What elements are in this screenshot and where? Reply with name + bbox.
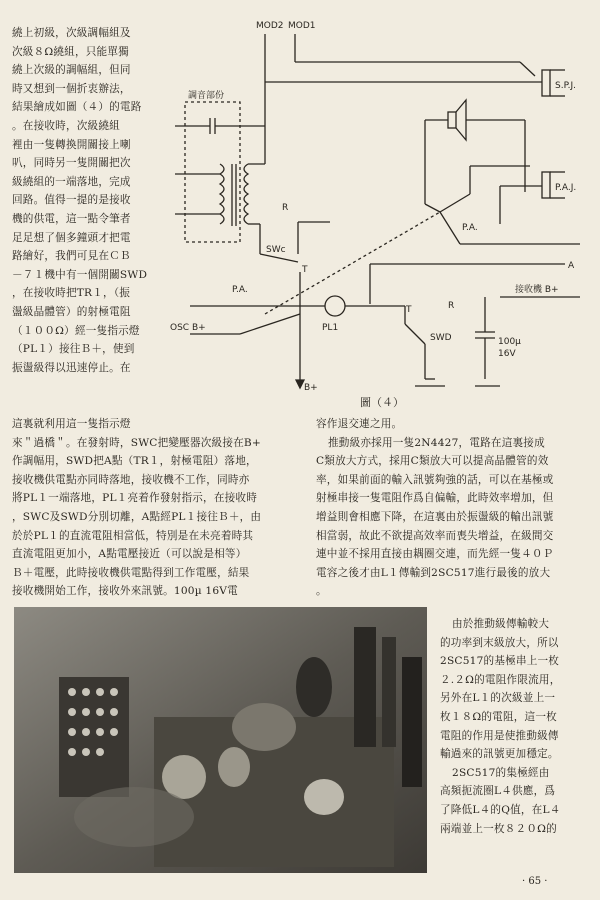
text-line: 電容之後才由L１傳輸到2SC517進行最後的放大: [316, 566, 551, 579]
text-line: 率，如果前面的輸入訊號夠強的話，可以在基極或: [316, 473, 554, 486]
paj-label: P.A.J.: [555, 183, 577, 193]
text-line: 盪級晶體管）的射極電阻: [12, 305, 131, 318]
text-line: 直流電阻更加小，A點電壓接近（可以說是相等）: [12, 548, 247, 561]
text-line: 振盪級得以迅速停止。在: [12, 361, 131, 374]
text-line: 繞上次級的調幅組，但同: [12, 64, 131, 77]
text-line: 射極串接一隻電阻作爲自偏輸，此時效率增加，但: [316, 492, 554, 505]
circuit-diagram: [170, 14, 590, 414]
text-line: 級繞組的一端落地，完成: [12, 175, 131, 188]
b-plus-label: B+: [304, 383, 318, 393]
text-line: 。在接收時，次級繞組: [12, 119, 120, 132]
swd-label: SWD: [430, 333, 452, 343]
text-line: ，在接收時把TR１，（振: [12, 287, 131, 300]
right-text-column: [316, 415, 596, 601]
text-line: 足足想了個多鐘頭才把電: [12, 231, 131, 244]
text-line: 接收機供電點亦同時落地，接收機不工作，同時亦: [12, 473, 250, 486]
text-line: 接收機開始工作，接收外來訊號。100µ 16V電: [12, 585, 238, 598]
bottom-text-column: [12, 415, 312, 601]
text-line: 繞上初級，次級調幅組及: [12, 27, 131, 39]
figure-caption: 圖（４）: [360, 396, 404, 409]
text-line: 路繪好，我們可見在ＣＢ: [12, 250, 131, 263]
pa-label-1: P.A.: [232, 285, 248, 295]
swc-label: SWc: [266, 245, 286, 255]
text-line: 時又想到一個折衷辦法，: [12, 82, 131, 95]
cap-voltage-label: 16V: [498, 349, 516, 359]
text-line: 推動級亦採用一隻2N4427，電路在這裏接成: [328, 436, 545, 449]
mod2-label: MOD2: [256, 21, 284, 31]
text-line: 回路。值得一提的是接收: [12, 194, 131, 207]
pa-label-2: P.A.: [462, 223, 478, 233]
text-line: 高頻扼流圈L４供應，爲: [440, 785, 556, 798]
text-line: －７１機中有一個開關SWD: [12, 268, 148, 281]
osc-b-plus-label: OSC B+: [170, 323, 206, 333]
text-line: 枚１８Ω的電阻，這一枚: [440, 710, 557, 723]
text-line: 2SC517的基極串上一枚: [440, 655, 560, 668]
t-label-2: T: [406, 305, 412, 315]
text-line: 連中並不採用直接由耦圈交連，而先經一隻４０Ｐ: [316, 548, 554, 561]
pl1-label: PL1: [322, 323, 339, 333]
circuit-board-photo: [14, 607, 427, 873]
text-line: 機的供電，這一點令筆者: [12, 212, 131, 225]
text-line: 2SC517的集極經由: [452, 766, 550, 779]
text-line: 裡由一隻轉換開關接上喇: [12, 138, 131, 151]
a-label: A: [568, 261, 575, 271]
text-line: 。: [316, 585, 327, 598]
mod1-label: MOD1: [288, 21, 316, 31]
text-line: 叭，同時另一隻開關把次: [12, 157, 131, 170]
t-label-1: T: [302, 265, 308, 275]
text-line: Ｂ＋電壓，此時接收機供電點得到工作電壓，結果: [12, 566, 250, 579]
text-line: ，SWC及SWD分別切離，A點經PL１接往Ｂ＋，由: [12, 510, 262, 523]
mod-section-label: 調音部份: [188, 91, 225, 101]
text-line: 另外在L１的次級並上一: [440, 692, 556, 705]
text-line: 作調幅用，SWD把A點（TR１，射極電阻）落地，: [12, 455, 257, 468]
text-line: 相當弱，故此不欲提高效率而喪失增益，在級間交: [316, 529, 554, 542]
text-line: 結果繪成如圖（４）的電路: [12, 101, 142, 114]
text-line: 次級８Ω繞組，只能單獨: [12, 45, 129, 58]
text-line: C類放大方式，採用C類放大可以提高晶體管的效: [316, 455, 549, 468]
r-label-2: R: [448, 301, 455, 311]
text-line: ２.２Ω的電阻作限流用，: [440, 673, 561, 686]
text-line: 電阻的作用是使推動級傳: [440, 729, 559, 742]
page-number: · 65 ·: [522, 876, 548, 887]
rx-b-plus-label: 接收機 B+: [515, 285, 559, 295]
text-line: 將PL１一端落地，PL１亮着作發射指示，在接收時: [12, 492, 257, 505]
text-line: （PL１）接往Ｂ＋，使到: [12, 343, 135, 356]
text-line: 於於PL１的直流電阻相當低，特別是在未亮着時其: [12, 529, 254, 542]
cap-value-label: 100µ: [498, 337, 521, 347]
text-line: 增益則會相應下降，在這裏由於振盪級的輸出訊號: [316, 510, 554, 523]
text-line: 由於推動級傳輸較大: [452, 618, 550, 630]
text-line: 來＂過橋＂。在發射時，SWC把變壓器次級接在B+: [12, 436, 261, 449]
spj-label: S.P.J.: [555, 81, 576, 91]
text-line: 的功率到末級放大，所以: [440, 636, 559, 649]
r-label-1: R: [282, 203, 289, 213]
right-lower-text-column: [440, 615, 595, 838]
text-line: 兩端並上一枚８２０Ω的: [440, 822, 557, 835]
text-line: 容作退交連之用。: [316, 418, 403, 430]
photo-illustration: [14, 607, 427, 873]
left-text-column: [12, 24, 172, 377]
text-line: （１００Ω）經一隻指示燈: [12, 324, 140, 337]
text-line: 這裏就利用這一隻指示燈: [12, 418, 131, 430]
text-line: 輸過來的訊號更加穩定。: [440, 748, 559, 761]
text-line: 了降低L４的Q值，在L４: [440, 803, 561, 816]
